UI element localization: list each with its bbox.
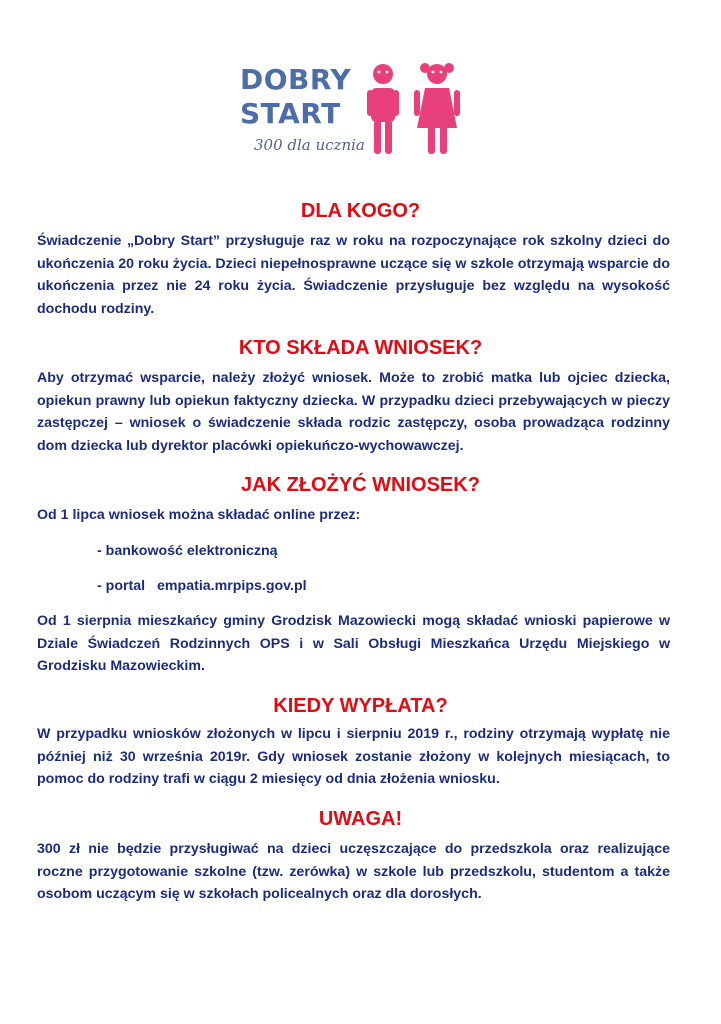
section-title-who: DLA KOGO? [300, 200, 421, 222]
logo-tagline: 300 dla ucznia [254, 136, 365, 154]
section-text-payment: W przypadku wniosków złożonych w lipcu i sierpniu 2019 r., rodziny otrzymają wypłatę nie później niż 30 września 2019r. Gdy wniosek zostanie złożony w kolejnych miesiącach, to pomoc do rodziny trafi w ciągu 2 miesięcy od dnia złożenia wniosku. [37, 726, 670, 788]
section-text-applicant: Aby otrzymać wsparcie, należy złożyć wniosek. Może to zrobić matka lub ojciec dziecka, opiekun prawny lub opiekun faktyczny dziecka. W przypadku dzieci przebywających w pieczy zastępczej – wniosek o świadczenie składa rodzic zastępczy, osoba prowadząca rodzinny dom dziecka lub dyrektor placówki opiekuńczo-wychowawczej. [37, 370, 670, 454]
list-item-online-banking [97, 541, 278, 561]
section-title-payment: KIEDY WYPŁATA? [273, 695, 448, 717]
section-title-note: UWAGA! [318, 808, 403, 830]
children-with-backpacks-icon [365, 58, 475, 158]
section-title-how: JAK ZŁOŻYĆ WNIOSEK? [241, 474, 480, 496]
dobry-start-logo [240, 58, 480, 168]
section-intro-how: Od 1 lipca wniosek można składać online przez: [37, 507, 361, 523]
logo-title-line2: START [240, 97, 341, 130]
section-text-note: 300 zł nie będzie przysługiwać na dzieci uczęszczające do przedszkola oraz realizujące roczne przygotowanie szkolne (tzw. zerówka) w szkole lub przedszkolu, studentom a także osobom uczącym się w szkołach policealnych oraz dla dorosłych. [37, 841, 670, 903]
portal-address: empatia.mrpips.gov.pl [157, 578, 307, 594]
logo-title-line1: DOBRY [240, 63, 352, 96]
list-item-portal [97, 576, 307, 596]
list-item-label: - bankowość elektroniczną [97, 543, 278, 559]
section-text-who: Świadczenie „Dobry Start” przysługuje raz w roku na rozpoczynające rok szkolny dzieci do ukończenia 20 roku życia. Dzieci niepełnosprawne uczące się w szkole otrzymają wsparcie do ukończenia przez nie 24 roku życia. Świadczenie przysługuje bez względu na wysokość dochodu rodziny. [37, 233, 670, 317]
section-title-applicant: KTO SKŁADA WNIOSEK? [238, 337, 483, 359]
list-item-label: - portal [97, 578, 146, 594]
section-text-paper: Od 1 sierpnia mieszkańcy gminy Grodzisk Mazowiecki mogą składać wnioski papierowe w Dziale Świadczeń Rodzinnych OPS i w Sali Obsługi Mieszkańca Urzędu Miejskiego w Grodzisku Mazowieckim. [37, 613, 670, 675]
